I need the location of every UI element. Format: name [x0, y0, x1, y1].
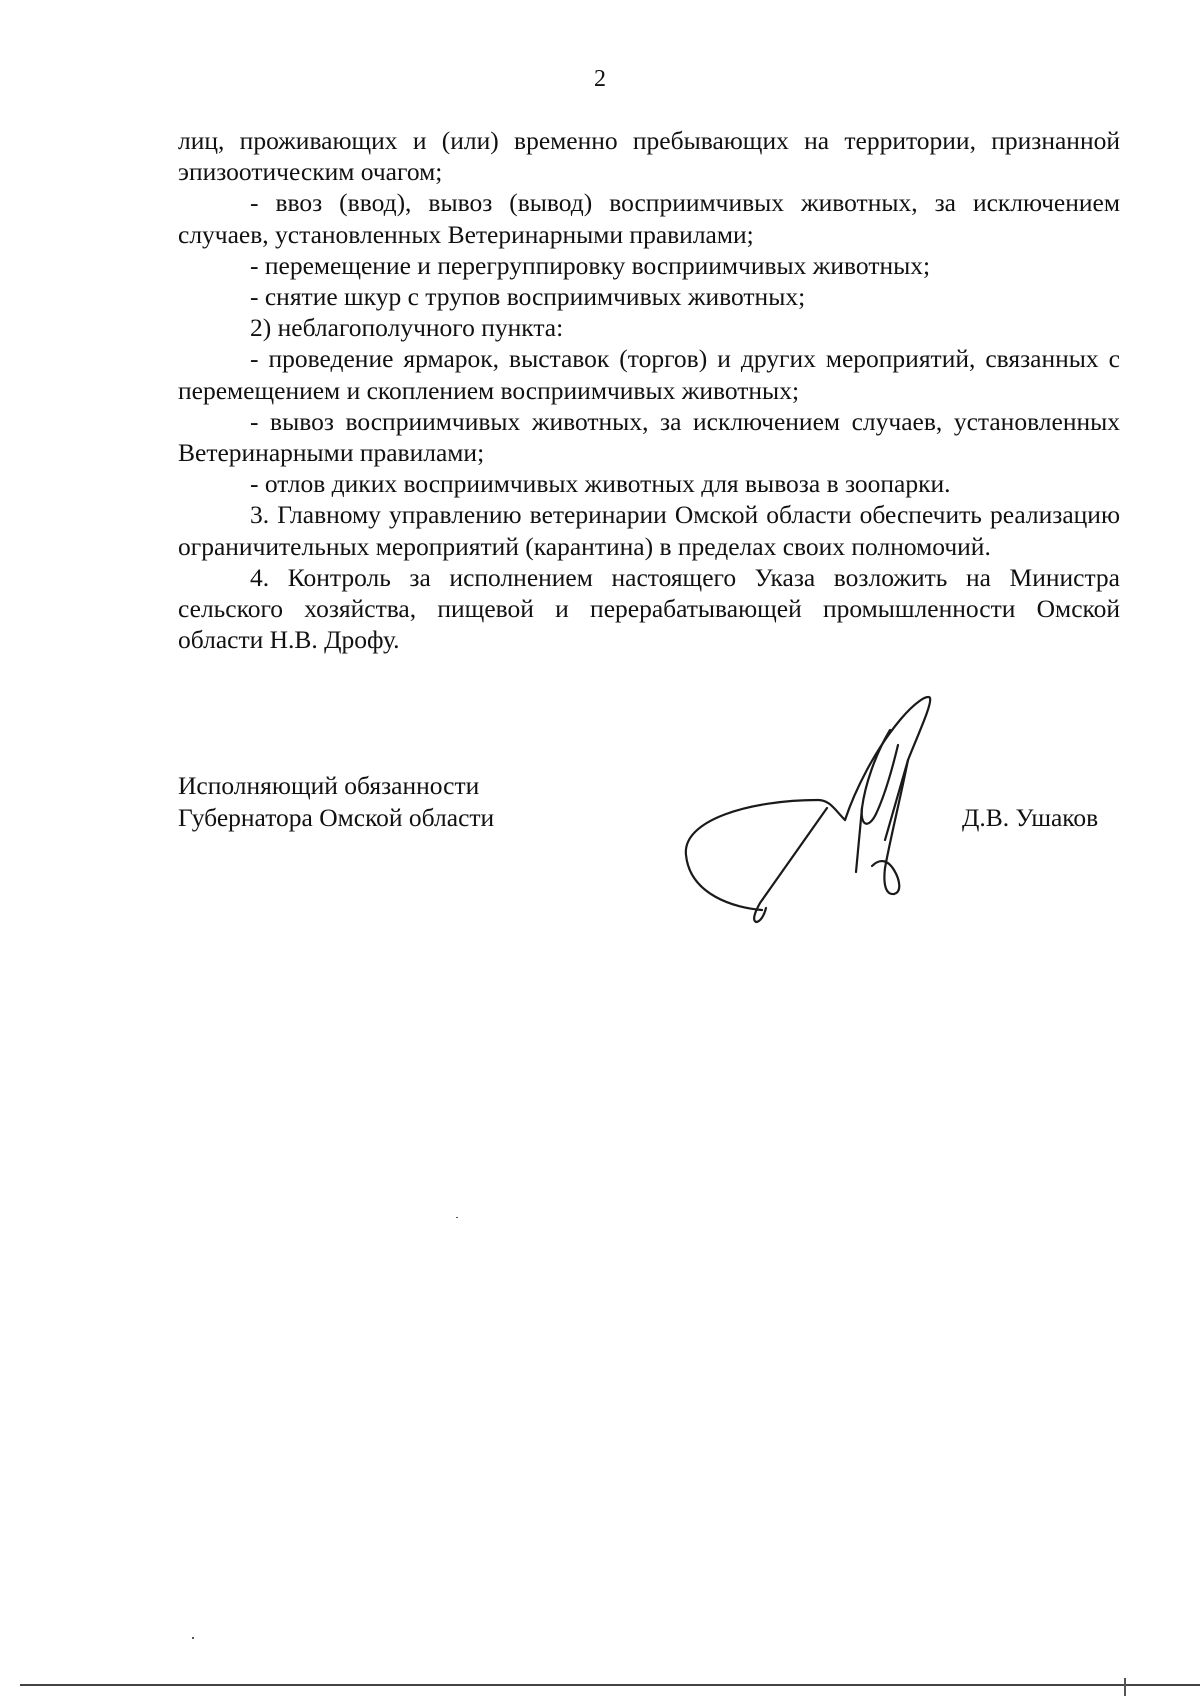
paragraph: - снятие шкур с трупов восприимчивых животных;	[250, 282, 806, 312]
paragraph: лиц, проживающих и (или) временно пребывающих на территории, признанной эпизоотическим очагом;	[178, 126, 1120, 187]
paragraph: 4. Контроль за исполнением настоящего Указа возложить на Министра сельского хозяйства, пищевой и перерабатывающей промышленности Омской области Н.В. Дрофу.	[178, 562, 1120, 655]
paragraph: - ввоз (ввод), вывоз (вывод) восприимчивых животных, за исключением случаев, установленных Ветеринарными правилами;	[178, 188, 1120, 249]
paragraph: - отлов диких восприимчивых животных для вывоза в зоопарки.	[250, 469, 951, 499]
document-body	[178, 125, 1120, 655]
scan-speck	[192, 1637, 194, 1639]
paragraph: 2) неблагополучного пункта:	[250, 313, 564, 343]
signatory-position	[178, 770, 494, 834]
page-number: 2	[594, 66, 606, 92]
signatory-position-line: Исполняющий обязанности	[178, 771, 480, 800]
scan-edge-mark	[1124, 1678, 1126, 1696]
signatory-name: Д.В. Ушаков	[962, 803, 1099, 832]
paragraph: - перемещение и перегруппировку восприимчивых животных;	[250, 250, 931, 280]
scan-speck	[456, 1217, 458, 1218]
handwritten-signature	[680, 690, 980, 940]
paragraph: 3. Главному управлению ветеринарии Омской области обеспечить реализацию ограничительных мероприятий (карантина) в пределах своих полномочий.	[178, 500, 1120, 561]
paragraph: - проведение ярмарок, выставок (торгов) и других мероприятий, связанных с перемещением и скоплением восприимчивых животных;	[178, 344, 1120, 405]
paragraph: - вывоз восприимчивых животных, за исключением случаев, установленных Ветеринарными правилами;	[178, 406, 1120, 468]
signatory-position-line: Губернатора Омской области	[178, 803, 495, 832]
scan-edge-line	[20, 1684, 1200, 1686]
